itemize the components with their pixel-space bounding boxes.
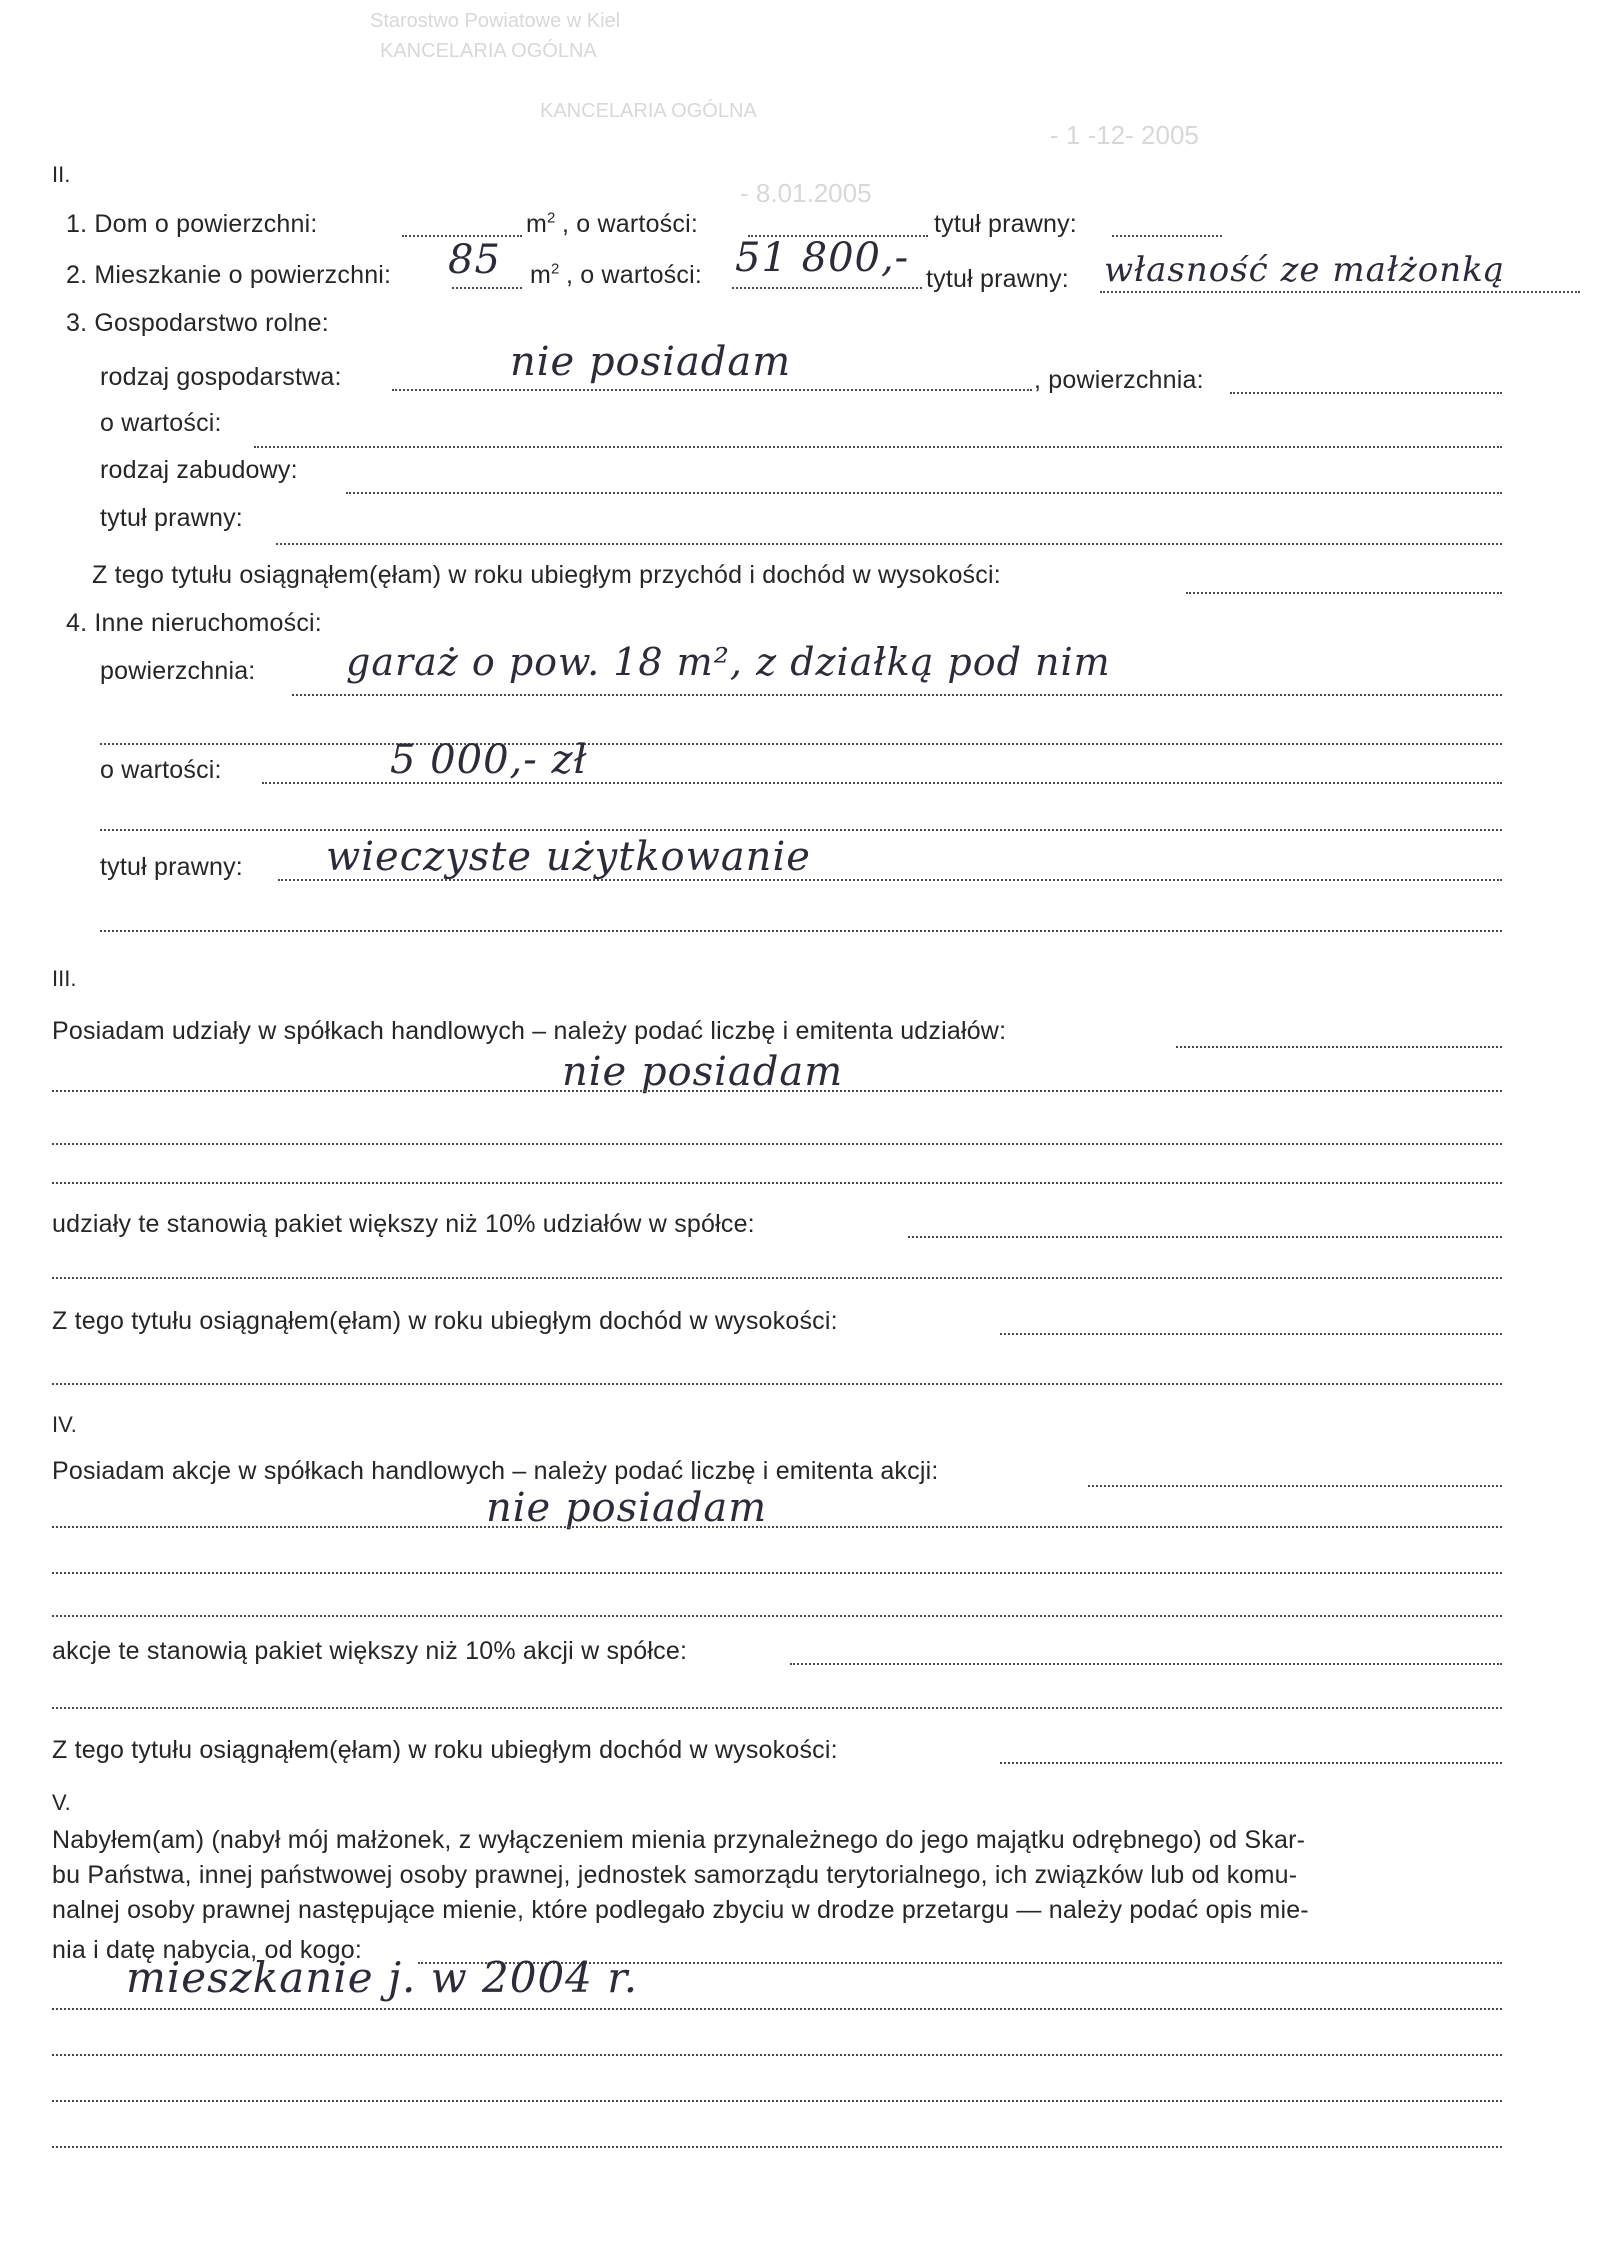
other-property-label: 4. Inne nieruchomości: xyxy=(66,609,322,637)
acquisition-line-5 xyxy=(52,2146,1502,2148)
other-title-label: tytuł prawny: xyxy=(100,853,243,881)
stocks-packet-label: akcje te stanowią pakiet większy niż 10% akcji w spółce: xyxy=(52,1637,688,1665)
acquisition-line-2 xyxy=(52,2008,1502,2010)
acquisition-text-line-2: bu Państwa, innej państwowej osoby prawnej, jednostek samorządu terytorialnego, ich związków lub od komu- xyxy=(52,1861,1298,1889)
farm-value-line xyxy=(254,446,1502,448)
section-3-heading: III. xyxy=(52,966,77,991)
farm-label: 3. Gospodarstwo rolne: xyxy=(66,309,329,337)
house-title-label: tytuł prawny: xyxy=(934,210,1077,238)
farm-title-line xyxy=(276,543,1502,545)
shares-packet-line-2 xyxy=(52,1277,1502,1279)
farm-build-line xyxy=(346,492,1502,494)
other-area-value: garaż o pow. 18 m², z działką pod nim xyxy=(346,640,1111,684)
stocks-label: Posiadam akcje w spółkach handlowych – należy podać liczbę i emitenta akcji: xyxy=(52,1457,939,1485)
shares-income-label: Z tego tytułu osiągnąłem(ęłam) w roku ubiegłym dochód w wysokości: xyxy=(52,1307,838,1335)
section-4-heading: IV. xyxy=(52,1412,77,1437)
shares-line-4 xyxy=(52,1182,1502,1184)
house-value-label: , o wartości: xyxy=(562,210,698,238)
house-title-line xyxy=(1112,235,1222,237)
farm-income-label: Z tego tytułu osiągnąłem(ęłam) w roku ubiegłym przychód i dochód w wysokości: xyxy=(92,561,1001,589)
other-value-line-2 xyxy=(100,829,1502,831)
farm-income-line xyxy=(1186,592,1502,594)
other-value-label: o wartości: xyxy=(100,756,222,784)
apartment-value: 51 800,- xyxy=(735,235,910,281)
acquisition-line-3 xyxy=(52,2054,1502,2056)
house-unit: $m^2$ xyxy=(526,209,556,238)
shares-line-3 xyxy=(52,1143,1502,1145)
shares-income-line-2 xyxy=(52,1383,1502,1385)
stocks-line-4 xyxy=(52,1615,1502,1617)
farm-area-line xyxy=(1230,392,1502,394)
other-area-line xyxy=(292,694,1502,696)
other-area-line-2 xyxy=(100,743,1502,745)
apartment-value-line xyxy=(732,287,922,289)
house-label: 1. Dom o powierzchni: xyxy=(66,210,318,238)
stocks-income-label: Z tego tytułu osiągnąłem(ęłam) w roku ubiegłym dochód w wysokości: xyxy=(52,1736,838,1764)
farm-value-label: o wartości: xyxy=(100,409,222,437)
apartment-unit: $m^2$ xyxy=(530,260,560,289)
apartment-area-line xyxy=(452,287,522,289)
shares-label: Posiadam udziały w spółkach handlowych – należy podać liczbę i emitenta udziałów: xyxy=(52,1017,1007,1045)
acquisition-line-4 xyxy=(52,2100,1502,2102)
shares-income-line xyxy=(1000,1333,1502,1335)
other-title-value: wieczyste użytkowanie xyxy=(326,834,811,880)
apartment-value-label: , o wartości: xyxy=(566,261,702,289)
farm-type-label: rodzaj gospodarstwa: xyxy=(100,363,342,391)
acquisition-text-line-3: nalnej osoby prawnej następujące mienie, które podlegało zbyciu w drodze przetargu — należy podać opis mie- xyxy=(52,1896,1309,1924)
acquisition-text-line-1: Nabyłem(am) (nabył mój małżonek, z wyłączeniem mienia przynależnego do jego majątku odrębnego) od Skar- xyxy=(52,1826,1306,1854)
apartment-title-value: własność ze małżonką xyxy=(1104,250,1506,290)
stamp-line: KANCELARIA OGÓLNA xyxy=(540,100,757,122)
apartment-label: 2. Mieszkanie o powierzchni: xyxy=(66,261,392,289)
other-area-label: powierzchnia: xyxy=(100,657,256,685)
farm-title-label: tytuł prawny: xyxy=(100,504,243,532)
stamp-line: - 8.01.2005 xyxy=(740,178,872,208)
stamp-line: - 1 -12- 2005 xyxy=(1050,120,1199,150)
stocks-value: nie posiadam xyxy=(486,1485,768,1531)
apartment-title-label: tytuł prawny: xyxy=(926,265,1069,293)
stamp-line: Starostwo Powiatowe w Kiel xyxy=(370,10,621,32)
acquisition-value: mieszkanie j. w 2004 r. xyxy=(126,1953,639,2002)
shares-line-2 xyxy=(52,1090,1502,1092)
section-2-heading: II. xyxy=(52,162,71,187)
farm-type-value: nie posiadam xyxy=(510,339,792,385)
shares-value: nie posiadam xyxy=(562,1049,844,1095)
stamp-line: KANCELARIA OGÓLNA xyxy=(380,40,597,62)
apartment-area-value: 85 xyxy=(448,237,501,283)
farm-build-label: rodzaj zabudowy: xyxy=(100,456,298,484)
section-5-heading: V. xyxy=(52,1790,71,1815)
farm-type-line xyxy=(392,389,1032,391)
shares-packet-label: udziały te stanowią pakiet większy niż 10% udziałów w spółce: xyxy=(52,1210,755,1238)
other-value: 5 000,- zł xyxy=(390,737,588,783)
stocks-packet-line xyxy=(790,1663,1502,1665)
shares-line xyxy=(1176,1046,1502,1048)
stocks-line-2 xyxy=(52,1526,1502,1528)
farm-area-label: , powierzchnia: xyxy=(1034,366,1204,394)
stocks-packet-line-2 xyxy=(52,1707,1502,1709)
stocks-line xyxy=(1088,1485,1502,1487)
shares-packet-line xyxy=(908,1236,1502,1238)
other-title-line-2 xyxy=(100,930,1502,932)
acquisition-text-line-4: nia i datę nabycia, od kogo: xyxy=(52,1936,362,1964)
stocks-income-line xyxy=(1000,1762,1502,1764)
stocks-line-3 xyxy=(52,1572,1502,1574)
